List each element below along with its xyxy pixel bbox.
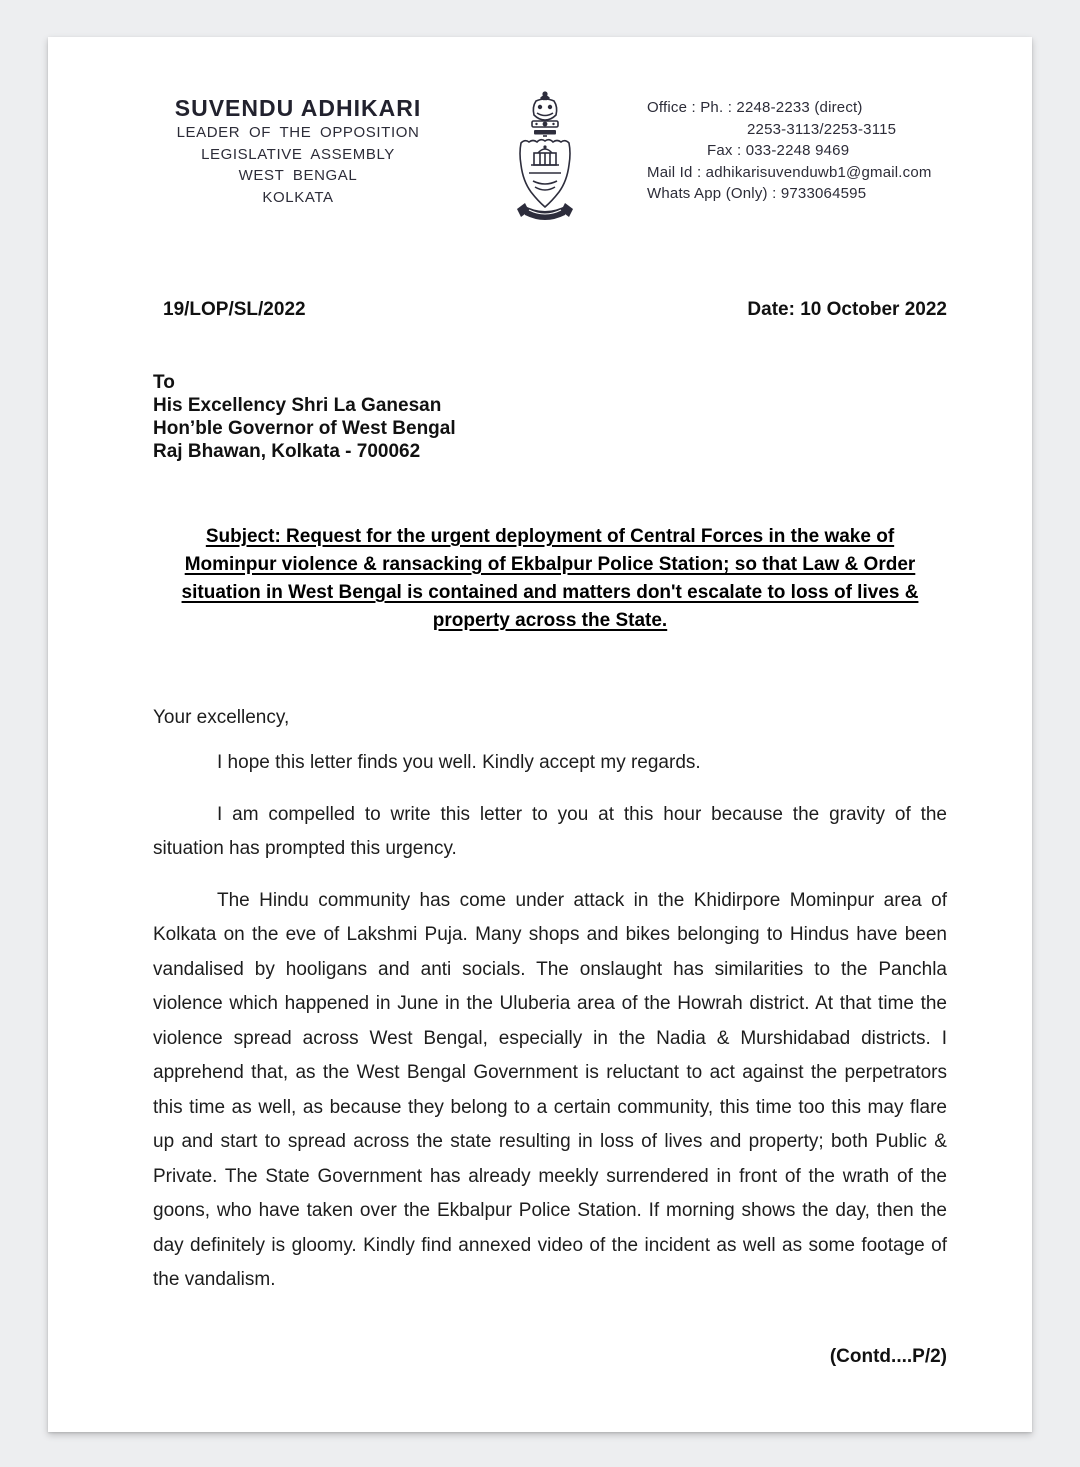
- letterhead: [153, 89, 947, 227]
- subject-line: property across the State.: [432, 610, 668, 631]
- letterhead-identity: [153, 89, 443, 208]
- sender-title-line: WEST BENGAL: [238, 167, 358, 184]
- reference-row: [153, 299, 947, 321]
- reference-number: 19/LOP/SL/2022: [163, 299, 306, 320]
- sender-title-line: KOLKATA: [262, 188, 334, 206]
- letterhead-contact: [647, 89, 947, 205]
- subject-block: [153, 523, 947, 635]
- letter-page: [48, 37, 1032, 1432]
- letter-date: Date: 10 October 2022: [747, 299, 947, 320]
- recipient-block: [153, 371, 947, 463]
- continuation-marker: (Contd....P/2): [829, 1345, 947, 1367]
- body-paragraph: I am compelled to write this letter to you at this hour because the gravity of the situation has prompted this urgency.: [153, 803, 947, 859]
- wb-legislative-assembly-emblem-icon: [507, 89, 583, 227]
- body-paragraph: The Hindu community has come under attack in the Khidirpore Mominpur area of Kolkata on the eve of Lakshmi Puja. Many shops and bikes belonging to Hindus have been vandalised by hooligans and anti socials. The onslaught has similarities to the Panchla violence which happened in June in the Uluberia area of the Howrah district. At that time the violence spread across West Bengal, especially in the Nadia & Murshidabad districts. I apprehend that, as the West Bengal Government is reluctant to act against the perpetrators this time as well, as because they belong to a certain community, this time too this may flare up and start to spread across the state resulting in loss of lives and property; both Public & Private. The State Government has already meekly surrendered in front of the wrath of the goons, who have taken over the Ekbalpur Police Station. If morning shows the day, then the day definitely is gloomy. Kindly find annexed video of the incident as well as some footage of the vandalism.: [153, 889, 947, 1290]
- subject-line: Subject: Request for the urgent deployment of Central Forces in the wake of: [205, 526, 895, 547]
- contact-email: Mail Id : adhikarisuvenduwb1@gmail.com: [647, 163, 932, 181]
- recipient-line: Raj Bhawan, Kolkata - 700062: [153, 441, 421, 462]
- salutation: Your excellency,: [153, 707, 290, 728]
- recipient-line: Hon’ble Governor of West Bengal: [153, 418, 456, 439]
- contact-phone-alt: 2253-3113/2253-3115: [747, 120, 897, 138]
- recipient-line: His Excellency Shri La Ganesan: [153, 395, 442, 416]
- contact-phone: Office : Ph. : 2248-2233 (direct): [647, 99, 863, 116]
- recipient-line: To: [153, 372, 175, 393]
- contact-fax: Fax : 033-2248 9469: [707, 142, 850, 159]
- letterhead-emblem-area: [443, 89, 647, 227]
- contact-whatsapp: Whats App (Only) : 9733064595: [647, 185, 867, 202]
- body-paragraph: I hope this letter finds you well. Kindly accept my regards.: [217, 752, 701, 773]
- sender-name: SUVENDU ADHIKARI: [174, 95, 422, 121]
- sender-title-line: LEADER OF THE OPPOSITION: [176, 124, 420, 141]
- subject-line: situation in West Bengal is contained and matters don't escalate to loss of lives &: [181, 582, 919, 603]
- subject-line: Mominpur violence & ransacking of Ekbalpur Police Station; so that Law & Order: [184, 554, 916, 575]
- sender-title-line: LEGISLATIVE ASSEMBLY: [201, 145, 395, 163]
